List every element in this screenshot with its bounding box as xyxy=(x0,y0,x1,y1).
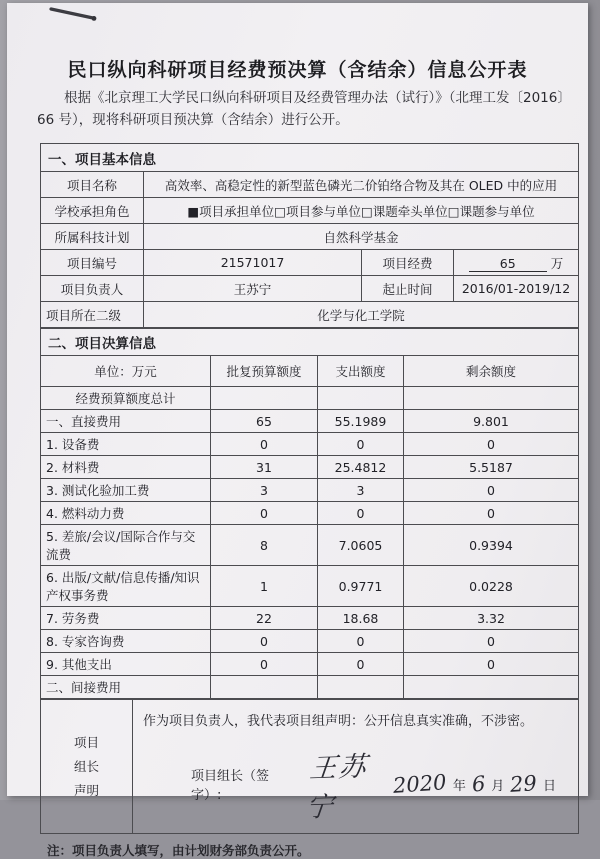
row-budget: 22 xyxy=(211,607,318,630)
budget-row-indirect xyxy=(41,676,579,699)
fund-unit: 万 xyxy=(550,255,564,271)
project-number-label: 项目编号 xyxy=(41,250,144,276)
project-number-value: 21571017 xyxy=(144,250,362,276)
budget-row-total xyxy=(41,387,579,410)
project-name-value: 高效率、高稳定性的新型蓝色磷光二价铂络合物及其在 OLED 中的应用 xyxy=(144,172,579,198)
row-spent: 0.9771 xyxy=(318,566,404,607)
row-label: 9. 其他支出 xyxy=(41,653,211,676)
project-leader-value: 王苏宁 xyxy=(144,276,362,302)
department-label: 项目所在二级 xyxy=(41,302,144,328)
month-char: 月 xyxy=(491,778,505,794)
row-remain: 0 xyxy=(404,653,579,676)
row-label: 2. 材料费 xyxy=(41,456,211,479)
row-spent: 0 xyxy=(318,502,404,525)
signature-row xyxy=(143,745,568,823)
col-approved: 批复预算额度 xyxy=(211,356,318,387)
row-label: 1. 设备费 xyxy=(41,433,211,456)
project-fund-label: 项目经费 xyxy=(362,250,454,276)
school-role-row xyxy=(41,198,579,224)
row-label: 8. 专家咨询费 xyxy=(41,630,211,653)
row-remain: 5.5187 xyxy=(404,456,579,479)
row-label: 经费预算额度总计 xyxy=(41,387,211,410)
section2-header-row xyxy=(41,329,579,356)
department-row xyxy=(41,302,579,328)
basic-info-table xyxy=(40,143,579,328)
budget-row-other xyxy=(41,653,579,676)
project-leader-label: 项目负责人 xyxy=(41,276,144,302)
budget-row-labor xyxy=(41,607,579,630)
budget-row-testing xyxy=(41,479,579,502)
row-spent: 3 xyxy=(318,479,404,502)
row-budget: 31 xyxy=(211,456,318,479)
row-label: 6. 出版/文献/信息传播/知识产权事务费 xyxy=(41,566,211,607)
declaration-row xyxy=(41,700,579,834)
row-label: 一、直接费用 xyxy=(41,410,211,433)
tech-plan-row xyxy=(41,224,579,250)
row-remain: 0.0228 xyxy=(404,566,579,607)
budget-row-publication xyxy=(41,566,579,607)
row-budget: 0 xyxy=(211,630,318,653)
pen-mark xyxy=(47,5,101,23)
declaration-label-line3: 声明 xyxy=(73,782,99,798)
section1-header: 一、项目基本信息 xyxy=(41,144,579,172)
row-spent xyxy=(318,387,404,410)
row-budget: 3 xyxy=(211,479,318,502)
row-remain: 0.9394 xyxy=(404,525,579,566)
budget-row-direct xyxy=(41,410,579,433)
declaration-label-line1: 项目 xyxy=(73,735,99,751)
row-spent xyxy=(318,676,404,699)
row-budget: 8 xyxy=(211,525,318,566)
declaration-label-line2: 组长 xyxy=(73,758,99,774)
row-remain: 9.801 xyxy=(404,410,579,433)
tech-plan-label: 所属科技计划 xyxy=(41,224,144,250)
row-spent: 0 xyxy=(318,653,404,676)
project-leader-row xyxy=(41,276,579,302)
row-label: 5. 差旅/会议/国际合作与交流费 xyxy=(41,525,211,566)
department-value: 化学与化工学院 xyxy=(144,302,579,328)
row-remain: 0 xyxy=(404,433,579,456)
intro-paragraph: 根据《北京理工大学民口纵向科研项目及经费管理办法（试行）》（北理工发〔2016〕66 号），现将科研项目预决算（含结余）进行公开。 xyxy=(37,90,565,128)
page-title: 民口纵向科研项目经费预决算（含结余）信息公开表 xyxy=(67,59,528,81)
date-year: 2020 xyxy=(392,770,448,799)
row-spent: 7.0605 xyxy=(318,525,404,566)
budget-row-materials xyxy=(41,456,579,479)
signature-date xyxy=(392,770,562,799)
row-spent: 25.4812 xyxy=(318,456,404,479)
section1-header-row xyxy=(41,144,579,172)
declaration-statement: 作为项目负责人，我代表项目组声明：公开信息真实准确，不涉密。 xyxy=(143,714,534,730)
row-label: 二、间接费用 xyxy=(41,676,211,699)
paper-sheet xyxy=(7,3,588,859)
signature-label: 项目组长（签字）: xyxy=(191,769,270,804)
school-role-label: 学校承担角色 xyxy=(41,198,144,224)
row-spent: 55.1989 xyxy=(318,410,404,433)
period-value: 2016/01-2019/12 xyxy=(454,276,579,302)
row-remain xyxy=(404,387,579,410)
date-month: 6 xyxy=(471,771,487,797)
project-name-row xyxy=(41,172,579,198)
row-spent: 0 xyxy=(318,433,404,456)
row-budget: 0 xyxy=(211,502,318,525)
row-budget xyxy=(211,676,318,699)
school-role-value: ■项目承担单位□项目参与单位□课题牵头单位□课题参与单位 xyxy=(144,198,579,224)
budget-row-travel xyxy=(41,525,579,566)
fund-amount: 65 xyxy=(469,256,547,272)
project-name-label: 项目名称 xyxy=(41,172,144,198)
budget-table xyxy=(40,328,579,699)
row-spent: 18.68 xyxy=(318,607,404,630)
row-label: 7. 劳务费 xyxy=(41,607,211,630)
row-label: 3. 测试化验加工费 xyxy=(41,479,211,502)
declaration-table xyxy=(40,699,579,834)
row-remain: 0 xyxy=(404,630,579,653)
footer-note: 注：项目负责人填写，由计划财务部负责公开。 xyxy=(47,843,310,859)
row-remain: 0 xyxy=(404,479,579,502)
row-budget: 0 xyxy=(211,433,318,456)
row-budget: 1 xyxy=(211,566,318,607)
date-day: 29 xyxy=(509,771,538,798)
tech-plan-value: 自然科学基金 xyxy=(144,224,579,250)
declaration-label xyxy=(41,700,133,834)
period-label: 起止时间 xyxy=(362,276,454,302)
year-char: 年 xyxy=(452,778,466,794)
row-remain xyxy=(404,676,579,699)
section2-header: 二、项目决算信息 xyxy=(41,329,579,356)
row-remain: 0 xyxy=(404,502,579,525)
budget-row-fuel xyxy=(41,502,579,525)
row-label: 4. 燃料动力费 xyxy=(41,502,211,525)
leader-signature: 王苏宁 xyxy=(303,751,370,824)
declaration-body xyxy=(133,700,579,834)
row-remain: 3.32 xyxy=(404,607,579,630)
budget-row-consulting xyxy=(41,630,579,653)
row-budget xyxy=(211,387,318,410)
project-number-row xyxy=(41,250,579,276)
col-spent: 支出额度 xyxy=(318,356,404,387)
project-fund-value xyxy=(454,250,579,276)
budget-column-header-row xyxy=(41,356,579,387)
row-budget: 65 xyxy=(211,410,318,433)
row-budget: 0 xyxy=(211,653,318,676)
col-remaining: 剩余额度 xyxy=(404,356,579,387)
row-spent: 0 xyxy=(318,630,404,653)
col-unit: 单位：万元 xyxy=(41,356,211,387)
day-char: 日 xyxy=(542,778,556,794)
budget-row-equipment xyxy=(41,433,579,456)
